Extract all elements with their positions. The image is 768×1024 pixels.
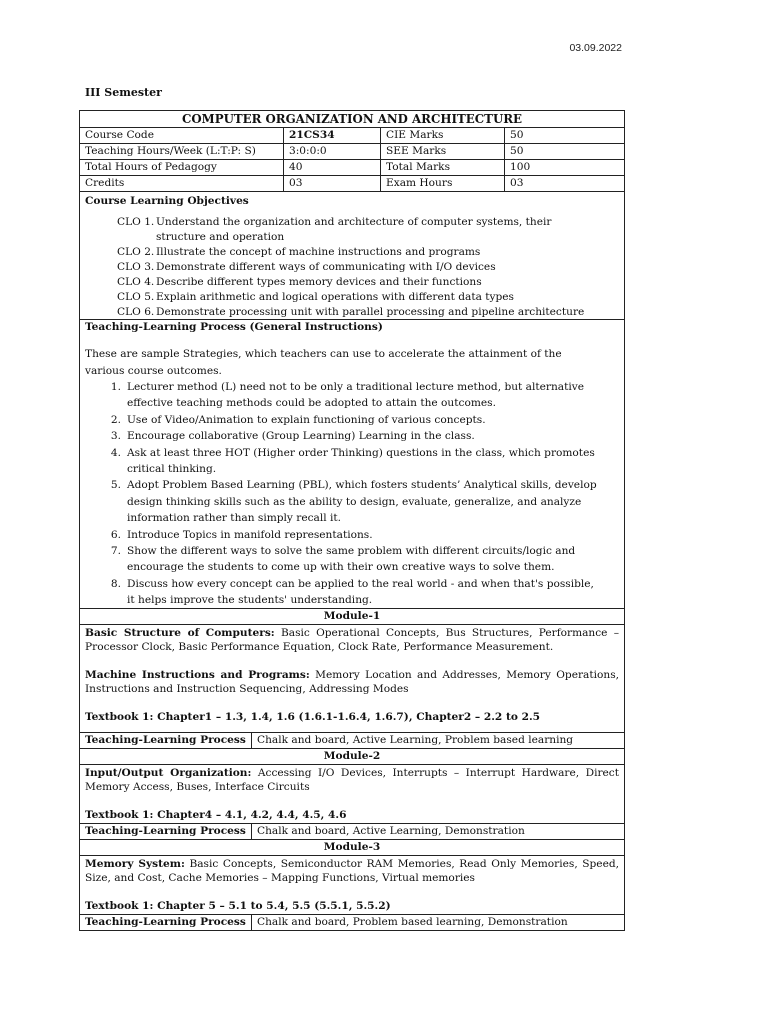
info-label: Course Code (80, 128, 284, 143)
tlp-row-value: Chalk and board, Active Learning, Problem based learning (257, 734, 574, 746)
tlp-row-value: Chalk and board, Active Learning, Demonstration (257, 825, 525, 837)
info-label: Total Hours of Pedagogy (80, 160, 284, 175)
module-paragraph (85, 668, 619, 696)
document-date: 03.09.2022 (569, 42, 622, 54)
info-value-2: 50 (510, 145, 524, 157)
clo-text: Demonstrate different ways of communicating with I/O devices (156, 261, 496, 273)
tlp-item (85, 445, 619, 478)
tlp-text: Use of Video/Animation to explain functioning of various concepts. (127, 413, 486, 426)
clo-number: CLO 6. (117, 306, 155, 318)
topic-text: Basic Operational Concepts, Bus Structures, Performance – Processor Clock, Basic Performance Equation, Clock Rate, Performance Measurement. (85, 627, 620, 653)
tlp-text: Show the different ways to solve the same problem with different circuits/logic and encourage the students to come up with their own creative ways to solve them. (127, 545, 576, 574)
info-label-2: Exam Hours (381, 176, 505, 191)
info-value: 21CS34 (284, 128, 381, 143)
tlp-number: 8. (110, 577, 121, 590)
clo-item (85, 215, 619, 245)
tlp-item (85, 543, 619, 576)
tlp-text: Encourage collaborative (Group Learning) Learning in the class. (127, 430, 475, 443)
tlp-item (85, 576, 619, 609)
info-value-2: 03 (510, 177, 524, 189)
clo-number: CLO 4. (117, 276, 155, 288)
module-1-content (80, 624, 624, 732)
clo-text: Understand the organization and architecture of computer systems, their structure and operation (156, 216, 552, 243)
clo-text: Explain arithmetic and logical operations with different data types (156, 291, 514, 303)
tlp-intro: These are sample Strategies, which teachers can use to accelerate the attainment of the various course outcomes. (85, 348, 562, 377)
info-value: 3:0:0:0 (284, 144, 381, 159)
clo-heading: Course Learning Objectives (85, 195, 249, 207)
tlp-text: Ask at least three HOT (Higher order Thinking) questions in the class, which promotes critical thinking. (127, 446, 595, 476)
tlp-text: Introduce Topics in manifold representations. (127, 528, 373, 541)
tlp-number: 3. (110, 430, 121, 443)
tlp-list (85, 379, 619, 609)
tlp-row-label: Teaching-Learning Process (80, 915, 252, 930)
info-label-2: Total Marks (381, 160, 505, 175)
module-2-content (80, 764, 624, 823)
info-label-2: CIE Marks (381, 128, 505, 143)
tlp-number: 2. (110, 413, 121, 426)
tlp-number: 4. (110, 446, 121, 459)
tlp-item (85, 412, 619, 428)
info-row-total-hours (80, 159, 624, 175)
tlp-text: Lecturer method (L) need not to be only a traditional lecture method, but alternative effective teaching methods could be adopted to attain the outcomes. (127, 381, 585, 410)
course-title: COMPUTER ORGANIZATION AND ARCHITECTURE (181, 112, 523, 126)
module-textbook: Textbook 1: Chapter 5 – 5.1 to 5.4, 5.5 (5.5.1, 5.5.2) (85, 900, 391, 912)
topic-title: Machine Instructions and Programs: (85, 669, 310, 681)
clo-text: Illustrate the concept of machine instructions and programs (156, 246, 481, 258)
tlp-number: 7. (110, 545, 121, 558)
clo-item (85, 245, 619, 260)
tlp-item (85, 428, 619, 444)
tlp-number: 5. (110, 479, 121, 492)
tlp-item (85, 477, 619, 526)
topic-title: Input/Output Organization: (85, 767, 252, 779)
clo-item (85, 260, 619, 275)
tlp-heading: Teaching-Learning Process (General Instructions) (85, 321, 383, 333)
tlp-number: 1. (110, 381, 121, 393)
info-label-2: SEE Marks (381, 144, 505, 159)
module-textbook: Textbook 1: Chapter1 – 1.3, 1.4, 1.6 (1.6.1-1.6.4, 1.6.7), Chapter2 – 2.2 to 2.5 (85, 711, 541, 723)
tlp-row-value: Chalk and board, Problem based learning, Demonstration (257, 916, 568, 928)
info-value: 40 (284, 160, 381, 175)
clo-number: CLO 5. (117, 291, 155, 303)
info-value: 03 (284, 176, 381, 191)
info-value-2: 100 (510, 161, 531, 173)
info-row-credits (80, 175, 624, 191)
teaching-learning-instructions (80, 319, 624, 608)
module-2-tlp-row (80, 823, 624, 839)
tlp-item (85, 379, 619, 412)
module-3-tlp-row (80, 914, 624, 930)
semester-heading: III Semester (85, 86, 162, 99)
clo-item (85, 305, 619, 320)
topic-text: Basic Concepts, Semiconductor RAM Memories, Read Only Memories, Speed, Size, and Cost, Cache Memories – Mapping Functions, Virtual memories (85, 858, 619, 884)
info-label: Credits (80, 176, 284, 191)
clo-number: CLO 2. (117, 246, 155, 258)
module-2-heading: Module-2 (80, 748, 624, 764)
info-row-teaching-hours (80, 143, 624, 159)
tlp-item (85, 527, 619, 543)
clo-list (85, 215, 619, 320)
clo-number: CLO 1. (117, 216, 155, 228)
tlp-text: Discuss how every concept can be applied to the real world - and when that's possible, it helps improve the students' understanding. (127, 577, 594, 607)
tlp-row-label: Teaching-Learning Process (80, 824, 252, 839)
module-paragraph (85, 765, 619, 794)
tlp-number: 6. (110, 528, 121, 541)
clo-text: Demonstrate processing unit with parallel processing and pipeline architecture (156, 306, 585, 318)
module-3-heading: Module-3 (80, 839, 624, 855)
info-value-2: 50 (510, 129, 524, 141)
topic-title: Memory System: (85, 858, 185, 870)
tlp-text: Adopt Problem Based Learning (PBL), which fosters students’ Analytical skills, develop design thinking skills such as the ability to design, evaluate, generalize, and analyze information rather than simply recall it. (127, 479, 597, 525)
topic-text: Accessing I/O Devices, Interrupts – Interrupt Hardware, Direct Memory Access, Buses, Interface Circuits (85, 767, 619, 793)
module-paragraph (85, 856, 619, 885)
clo-text: Describe different types memory devices and their functions (156, 276, 482, 288)
module-paragraph (85, 625, 619, 654)
module-1-heading: Module-1 (80, 608, 624, 624)
clo-item (85, 275, 619, 290)
clo-number: CLO 3. (117, 261, 155, 273)
module-1-tlp-row (80, 732, 624, 748)
syllabus-table (79, 110, 625, 931)
info-label: Teaching Hours/Week (L:T:P: S) (80, 144, 284, 159)
info-row-course-code (80, 127, 624, 143)
tlp-row-label: Teaching-Learning Process (80, 733, 252, 748)
topic-title: Basic Structure of Computers: (85, 627, 275, 639)
clo-item (85, 290, 619, 305)
module-3-content (80, 855, 624, 914)
course-learning-objectives (80, 191, 624, 319)
module-textbook: Textbook 1: Chapter4 – 4.1, 4.2, 4.4, 4.5, 4.6 (85, 809, 347, 821)
topic-text: Memory Location and Addresses, Memory Operations, Instructions and Instruction Sequencing, Addressing Modes (85, 669, 619, 695)
